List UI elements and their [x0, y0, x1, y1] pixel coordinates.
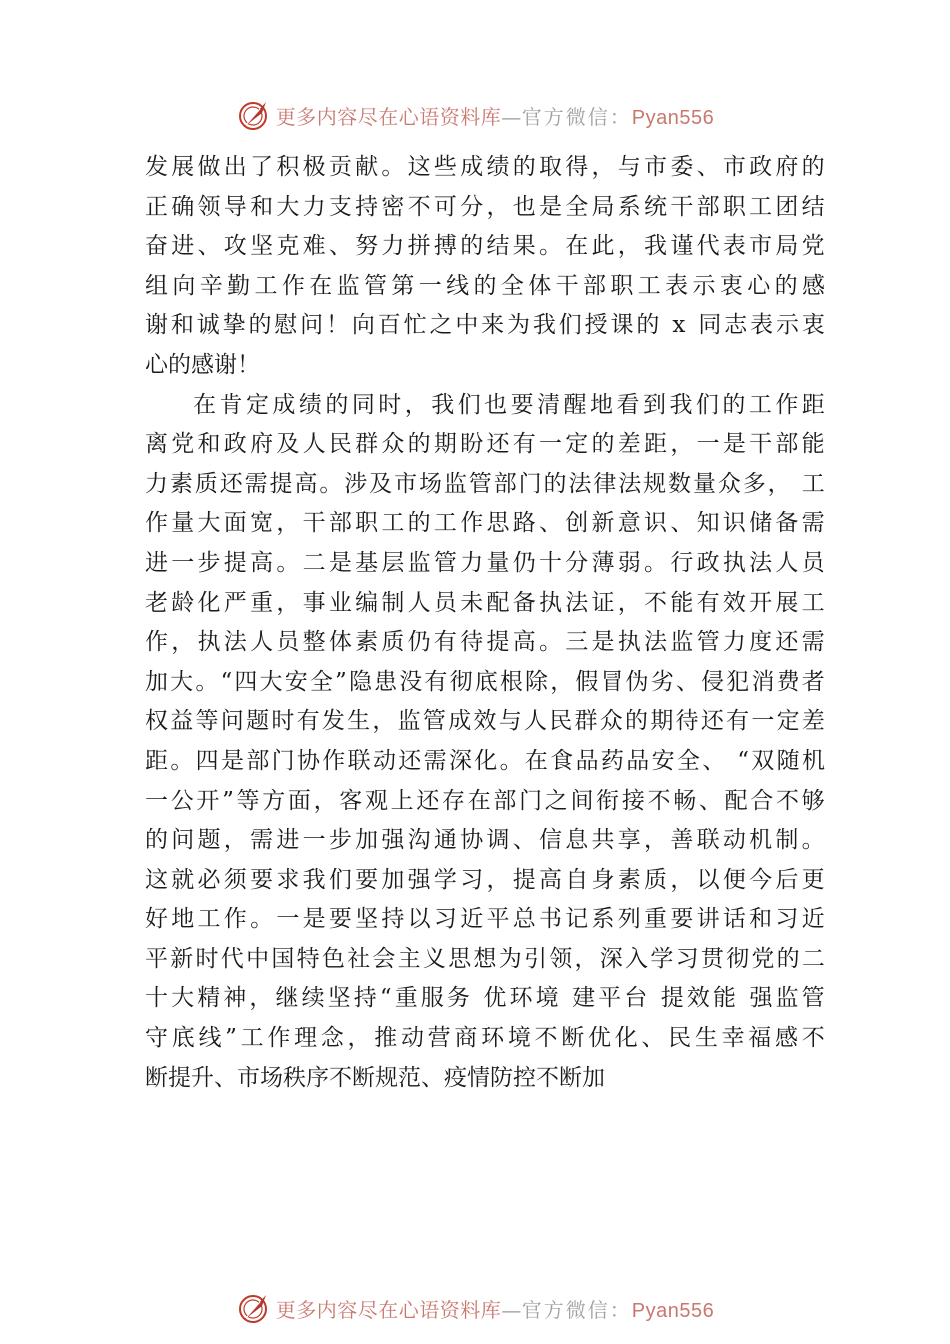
text-line: 组 向 辛 勤 工 作 在 监 管 第 一 线 的 全 体 干 部 职 工 表 示 衷 心 的 感 — [145, 272, 825, 299]
text-line: 好 地 工 作 。 一 是 要 坚 持 以 习 近 平 总 书 记 系 列 重 要 讲 话 和 习 近 — [145, 906, 825, 933]
text-line: 心的感谢！ — [145, 351, 260, 378]
footer-label: 官方微信： — [521, 1297, 632, 1322]
footer-wechat: Pyan556 — [631, 1299, 715, 1322]
text-line: 正 确 领 导 和 大 力 支 持 密 不 可 分 ， 也 是 全 局 系 统 干 部 职 工 团 结 — [145, 193, 825, 220]
header-dash: — — [501, 104, 522, 129]
text-line: 离 党 和 政 府 及 人 民 群 众 的 期 盼 还 有 一 定 的 差 距 ， 一 是 干 部 能 — [145, 431, 825, 458]
text-line: 断提升、市场秩序不断规范、疫情防控不断加 — [145, 1064, 605, 1091]
text-line: 进 一 步 提 高 。 二 是 基 层 监 管 力 量 仍 十 分 薄 弱 。 行 政 执 法 人 员 — [145, 549, 825, 576]
header-wechat: Pyan556 — [631, 106, 715, 129]
text-line: 力 素 质 还 需 提 高 。 涉 及 市 场 监 管 部 门 的 法 律 法 规 数 量 众 多 ， 工 — [145, 470, 825, 497]
header-label: 官方微信： — [521, 104, 632, 129]
text-line: 一 公 开 ” 等 方 面 ， 客 观 上 还 存 在 部 门 之 间 衔 接 不 畅 、 配 合 不 够 — [145, 787, 825, 814]
quill-logo-icon — [236, 1290, 272, 1326]
text-line: 守 底 线 ” 工 作 理 念 ， 推 动 营 商 环 境 不 断 优 化 、 民 生 幸 福 感 不 — [145, 1025, 825, 1052]
text-line: 发 展 做 出 了 积 极 贡 献 。 这 些 成 绩 的 取 得 ， 与 市 委 、 市 政 府 的 — [145, 154, 825, 180]
text-line: 权 益 等 问 题 时 有 发 生 ， 监 管 成 效 与 人 民 群 众 的 期 待 还 有 一 定 差 — [145, 708, 825, 735]
header-banner — [0, 95, 950, 135]
text-line: 的 问 题 ， 需 进 一 步 加 强 沟 通 协 调 、 信 息 共 享 ， 善 联 动 机 制 。 — [145, 827, 825, 854]
footer-brand: 更多内容尽在心语资料库 — [275, 1297, 502, 1322]
text-line: 在 肯 定 成 绩 的 同 时 ， 我 们 也 要 清 醒 地 看 到 我 们 的 工 作 距 — [193, 391, 825, 418]
quill-logo-icon — [236, 97, 272, 133]
header-text — [276, 101, 714, 130]
text-line: 老 龄 化 严 重 ， 事 业 编 制 人 员 未 配 备 执 法 证 ， 不 能 有 效 开 展 工 — [145, 589, 825, 616]
text-line: 距 。 四 是 部 门 协 作 联 动 还 需 深 化 。 在 食 品 药 品 安 全 、 “ 双 随 机 — [145, 747, 825, 774]
text-line: 作 量 大 面 宽 ， 干 部 职 工 的 工 作 思 路 、 创 新 意 识 、 知 识 储 备 需 — [145, 510, 825, 537]
footer-text — [276, 1294, 714, 1323]
text-line: 加 大 。 “ 四 大 安 全 ” 隐 患 没 有 彻 底 根 除 ， 假 冒 伪 劣 、 侵 犯 消 费 者 — [145, 668, 825, 695]
text-line: 奋 进 、 攻 坚 克 难 、 努 力 拼 搏 的 结 果 。 在 此 ， 我 谨 代 表 市 局 党 — [145, 233, 825, 260]
text-line: 平 新 时 代 中 国 特 色 社 会 主 义 思 想 为 引 领 ， 深 入 学 习 贯 彻 党 的 二 — [145, 945, 825, 972]
text-line: 十 大 精 神 ， 继 续 坚 持 “ 重 服 务 优 环 境 建 平 台 提 效 能 强 监 管 — [145, 985, 825, 1012]
text-line: 谢 和 诚 挚 的 慰 问 ！ 向 百 忙 之 中 来 为 我 们 授 课 的 x 同 志 表 示 衷 — [145, 312, 825, 339]
footer-banner — [0, 1288, 950, 1328]
footer-dash: — — [501, 1297, 522, 1322]
text-line: 作 ， 执 法 人 员 整 体 素 质 仍 有 待 提 高 。 三 是 执 法 监 管 力 度 还 需 — [145, 629, 825, 656]
document-body — [145, 148, 825, 1098]
text-line: 这 就 必 须 要 求 我 们 要 加 强 学 习 ， 提 高 自 身 素 质 ， 以 便 今 后 更 — [145, 866, 825, 893]
header-brand: 更多内容尽在心语资料库 — [275, 104, 502, 129]
